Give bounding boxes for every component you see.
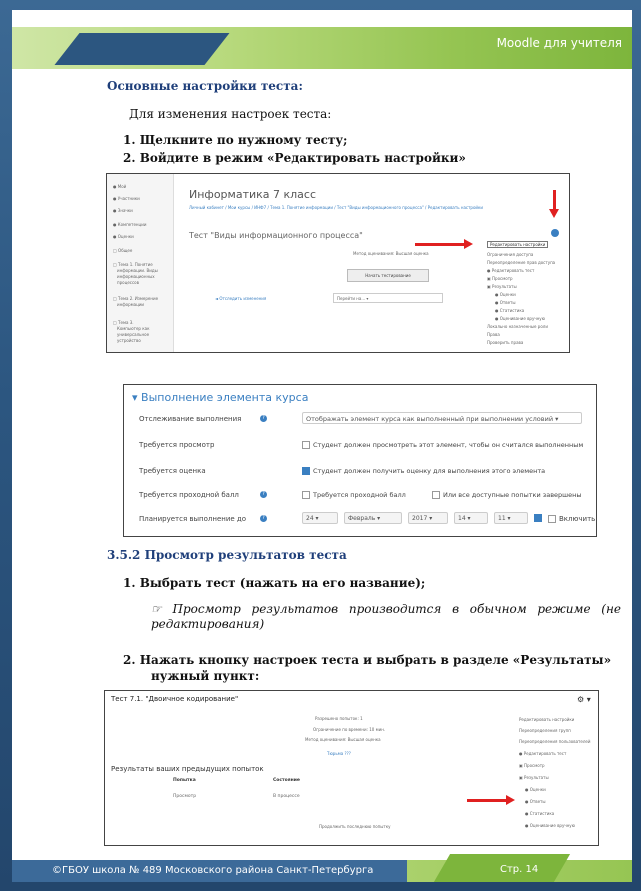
help-icon[interactable]: ? [260, 491, 267, 498]
quiz-results-screenshot: Тест 7.1. "Двоичное кодирование" Разрешено попыток: 1 Ограничение по времени: 10 мин. Метод оценивания: Высшая оценка Тюрьма ??? Результаты ваших предыдущих попыток Попытка Состояние Просмотр В процессе Продолжить последнюю попытку ⚙ ▾ Редактировать настройки Переопределения групп Переопределения пользователей ● Редактировать тест ▣ Просмотр ▣ Результаты ● Оценки ● Ответы ● Статистика ● Оценивание вручную [104, 690, 599, 846]
start-attempt-button[interactable]: Начать тестирование [347, 269, 429, 282]
row-state: В процессе [273, 794, 300, 799]
row-label-pass: Требуется проходной балл [139, 491, 239, 499]
results-step-1: 1. Выбрать тест (нажать на его название); [123, 576, 426, 590]
test-title[interactable]: Тест "Виды информационного процесса" [189, 231, 363, 240]
breadcrumb[interactable]: Личный кабинет / Мои курсы / ИНФ7 / Тема 1. Понятие информации / Тест "Виды информационного процесса" / Редактировать настройки [189, 205, 484, 210]
results-step-2-line2: нужный пункт: [151, 669, 260, 683]
header-band [12, 27, 632, 69]
section-heading: Основные настройки теста: [107, 79, 303, 93]
section-heading-results: 3.5.2 Просмотр результатов теста [107, 548, 347, 562]
page-number: Стр. 14 [500, 864, 539, 875]
intro-text: Для изменения настроек теста: [129, 107, 332, 121]
gear-icon[interactable] [551, 229, 559, 237]
require-pass-checkbox[interactable]: Требуется проходной балл [302, 491, 406, 499]
header-title: Moodle для учителя [496, 36, 622, 50]
quiz-settings-menu: Редактировать настройки Переопределения групп Переопределения пользователей ● Редактировать тест ▣ Просмотр ▣ Результаты ● Оценки ● Ответы ● Статистика ● Оценивание вручную [519, 717, 591, 828]
red-arrow-down [553, 190, 556, 210]
moodle-course-screenshot: ● Мой ● Участники ● Значки ● Компетенции ● Оценки □ Общее □ Тема 1. Понятие информации. Виды информационных процессов □ Тема 2. Измерение информации □ Тема 3. Компьютер как универсальное устройство Информатика 7 класс Личный кабинет / Мои курсы / ИНФ7 / Тема 1. Понятие информации / Тест "Виды информационного процесса" / Редактировать настройки Тест "Виды информационного процесса" Метод оценивания: Высшая оценка Начать тестирование ◄ Отследить изменения Перейти на... ▾ Редактировать настройки Ограничения доступа Переопределение прав доступа ● Редактировать тест ▣ Просмотр ▣ Результаты ● Оценки ● Ответы ● Статистика ● Оценивание вручную Локально назначенные роли Права Проверить права [106, 173, 570, 353]
help-icon[interactable]: ? [260, 515, 267, 522]
jump-to-select[interactable]: Перейти на... ▾ [333, 293, 443, 303]
help-icon[interactable]: ? [260, 415, 267, 422]
require-view-checkbox[interactable]: Студент должен просмотреть этот элемент, чтобы он считался выполненным [302, 441, 583, 449]
minute-select[interactable]: 11 ▾ [494, 512, 528, 524]
red-arrow-right [467, 799, 507, 802]
red-arrow-right [415, 243, 465, 246]
row-label-grade: Требуется оценка [139, 467, 206, 475]
require-grade-checkbox[interactable]: Студент должен получить оценку для выполнения этого элемента [302, 467, 545, 475]
course-title[interactable]: Информатика 7 класс [189, 188, 317, 201]
row-label-tracking: Отслеживание выполнения [139, 415, 242, 423]
header-accent [54, 33, 229, 65]
calendar-icon[interactable] [534, 514, 542, 522]
gear-icon[interactable]: ⚙ ▾ [577, 695, 591, 704]
completion-section-title[interactable]: ▾ Выполнение элемента курса [132, 391, 309, 404]
month-select[interactable]: Февраль ▾ [344, 512, 402, 524]
tracking-select[interactable]: Отображать элемент курса как выполненный при выполнении условий ▾ [302, 412, 582, 424]
footer-band [12, 860, 632, 882]
course-sidebar: ● Мой ● Участники ● Значки ● Компетенции ● Оценки □ Общее □ Тема 1. Понятие информации. Виды информационных процессов □ Тема 2. Измерение информации □ Тема 3. Компьютер как универсальное устройство [107, 174, 174, 352]
col-attempt: Попытка [173, 778, 196, 783]
results-step-2-line1: 2. Нажать кнопку настроек теста и выбрать в разделе «Результаты» [123, 653, 612, 667]
document-page [12, 10, 632, 882]
step-1: 1. Щелкните по нужному тесту; [123, 133, 348, 147]
enable-checkbox[interactable]: Включить [548, 515, 595, 523]
previous-attempts-heading: Результаты ваших предыдущих попыток [111, 765, 264, 773]
settings-dropdown-menu: Редактировать настройки Ограничения доступа Переопределение прав доступа ● Редактировать тест ▣ Просмотр ▣ Результаты ● Оценки ● Ответы ● Статистика ● Оценивание вручную Локально назначенные роли Права Проверить права [487, 242, 556, 345]
note-text: ☞ Просмотр результатов производится в обычном режиме (не редактирования) [151, 602, 621, 631]
year-select[interactable]: 2017 ▾ [408, 512, 448, 524]
row-label-expected: Планируется выполнение до [139, 515, 247, 523]
day-select[interactable]: 24 ▾ [302, 512, 338, 524]
quiz-title[interactable]: Тест 7.1. "Двоичное кодирование" [111, 695, 239, 703]
activity-completion-screenshot [123, 384, 597, 537]
attempts-exhausted-checkbox[interactable]: Или все доступные попытки завершены [432, 491, 582, 499]
footer-school: ©ГБОУ школа № 489 Московского района Санкт-Петербурга [52, 865, 374, 876]
hour-select[interactable]: 14 ▾ [454, 512, 488, 524]
step-2: 2. Войдите в режим «Редактировать настройки» [123, 151, 466, 165]
col-state: Состояние [273, 778, 300, 783]
pointing-hand-icon: ☞ [151, 602, 173, 616]
row-attempt: Просмотр [173, 794, 197, 799]
row-label-view: Требуется просмотр [139, 441, 215, 449]
